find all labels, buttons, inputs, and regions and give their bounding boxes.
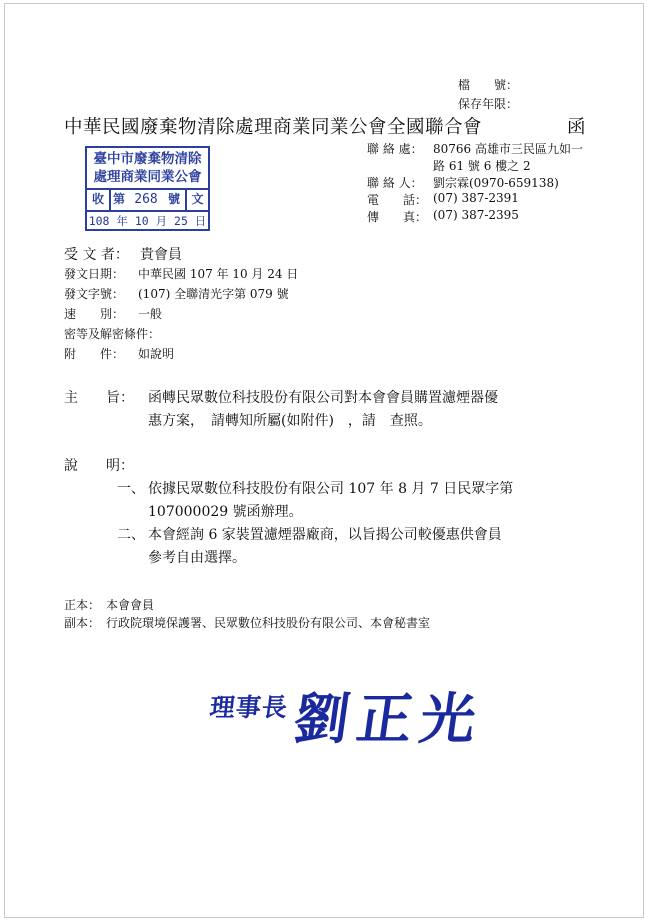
- issue-date-label: 發文日期：: [64, 267, 125, 281]
- fax-number: (07) 387-2395: [433, 208, 519, 222]
- original-recipient: 本會會員: [106, 598, 155, 612]
- original-recipient-label: 正本：: [64, 598, 101, 612]
- explanation-item1-line2: 107000029 號函辦理。: [148, 504, 303, 520]
- stamp-org-line2: 處理商業同業公會: [93, 169, 202, 185]
- document-number-label: 發文字號：: [64, 287, 125, 301]
- stamp-date-row: [87, 210, 208, 231]
- address-line1: 80766 高雄市三民區九如一: [433, 142, 583, 156]
- receipt-stamp: [85, 146, 210, 231]
- contact-person: 劉宗霖(0970-659138): [433, 176, 559, 190]
- explanation-item2-line1: 本會經詢 6 家裝置濾煙器廠商，以旨揭公司較優惠供會員: [148, 527, 502, 543]
- explanation-item1-line1: 依據民眾數位科技股份有限公司 107 年 8 月 7 日民眾字第: [148, 481, 514, 497]
- address-line2: 路 61 號 6 樓之 2: [433, 159, 531, 173]
- speed: 一般: [138, 307, 163, 321]
- attachment-label: 附 件：: [64, 347, 125, 361]
- phone-number: (07) 387-2391: [433, 191, 519, 205]
- document-type: 函: [567, 117, 586, 138]
- explanation-item2-number: 二、: [117, 527, 145, 543]
- retention-period-label: 保存年限：: [458, 97, 519, 111]
- signature-title: 理事長: [208, 693, 290, 722]
- stamp-receive-label: 收: [91, 192, 104, 206]
- attachment: 如說明: [138, 347, 175, 361]
- explanation-label: 說 明：: [64, 458, 134, 474]
- subject-line1: 函轉民眾數位科技股份有限公司對本會會員購置濾煙器優: [148, 390, 498, 406]
- stamp-number-prefix: 第: [112, 192, 125, 206]
- subject-label: 主 旨：: [64, 390, 134, 406]
- stamp-number: 268: [134, 192, 158, 207]
- contact-person-label: 聯 絡 人：: [367, 176, 423, 190]
- speed-label: 速 別：: [64, 307, 125, 321]
- stamp-number-suffix: 號: [167, 192, 180, 206]
- stamp-doc-label: 文: [191, 192, 204, 206]
- file-number-label: 檔 號：: [458, 78, 519, 92]
- stamp-date: 108 年 10 月 25 日: [88, 214, 207, 228]
- signature-name: 劉正光: [289, 686, 489, 751]
- subject-line2: 惠方案， 請轉知所屬(如附件) ，請 查照。: [148, 413, 432, 429]
- address-label: 聯 絡 處：: [367, 142, 423, 156]
- explanation-item1-number: 一、: [117, 481, 145, 497]
- document-number: (107) 全聯清光字第 079 號: [138, 287, 289, 301]
- phone-label: 電 話：: [367, 193, 428, 207]
- fax-label: 傳 真：: [367, 210, 428, 224]
- secrecy-label: 密等及解密條件：: [64, 327, 161, 341]
- copy-recipient-label: 副本：: [64, 616, 101, 630]
- recipient-label: 受 文 者：: [64, 247, 129, 263]
- copy-recipients: 行政院環境保護署、民眾數位科技股份有限公司、本會秘書室: [106, 616, 431, 630]
- stamp-number-row: [87, 188, 208, 210]
- stamp-organization: [87, 150, 208, 186]
- document-title: 中華民國廢棄物清除處理商業同業公會全國聯合會: [64, 117, 483, 138]
- stamp-org-line1: 臺中市廢棄物清除: [93, 151, 202, 167]
- recipient: 貴會員: [140, 247, 182, 263]
- issue-date: 中華民國 107 年 10 月 24 日: [138, 267, 299, 281]
- explanation-item2-line2: 參考自由選擇。: [148, 550, 246, 566]
